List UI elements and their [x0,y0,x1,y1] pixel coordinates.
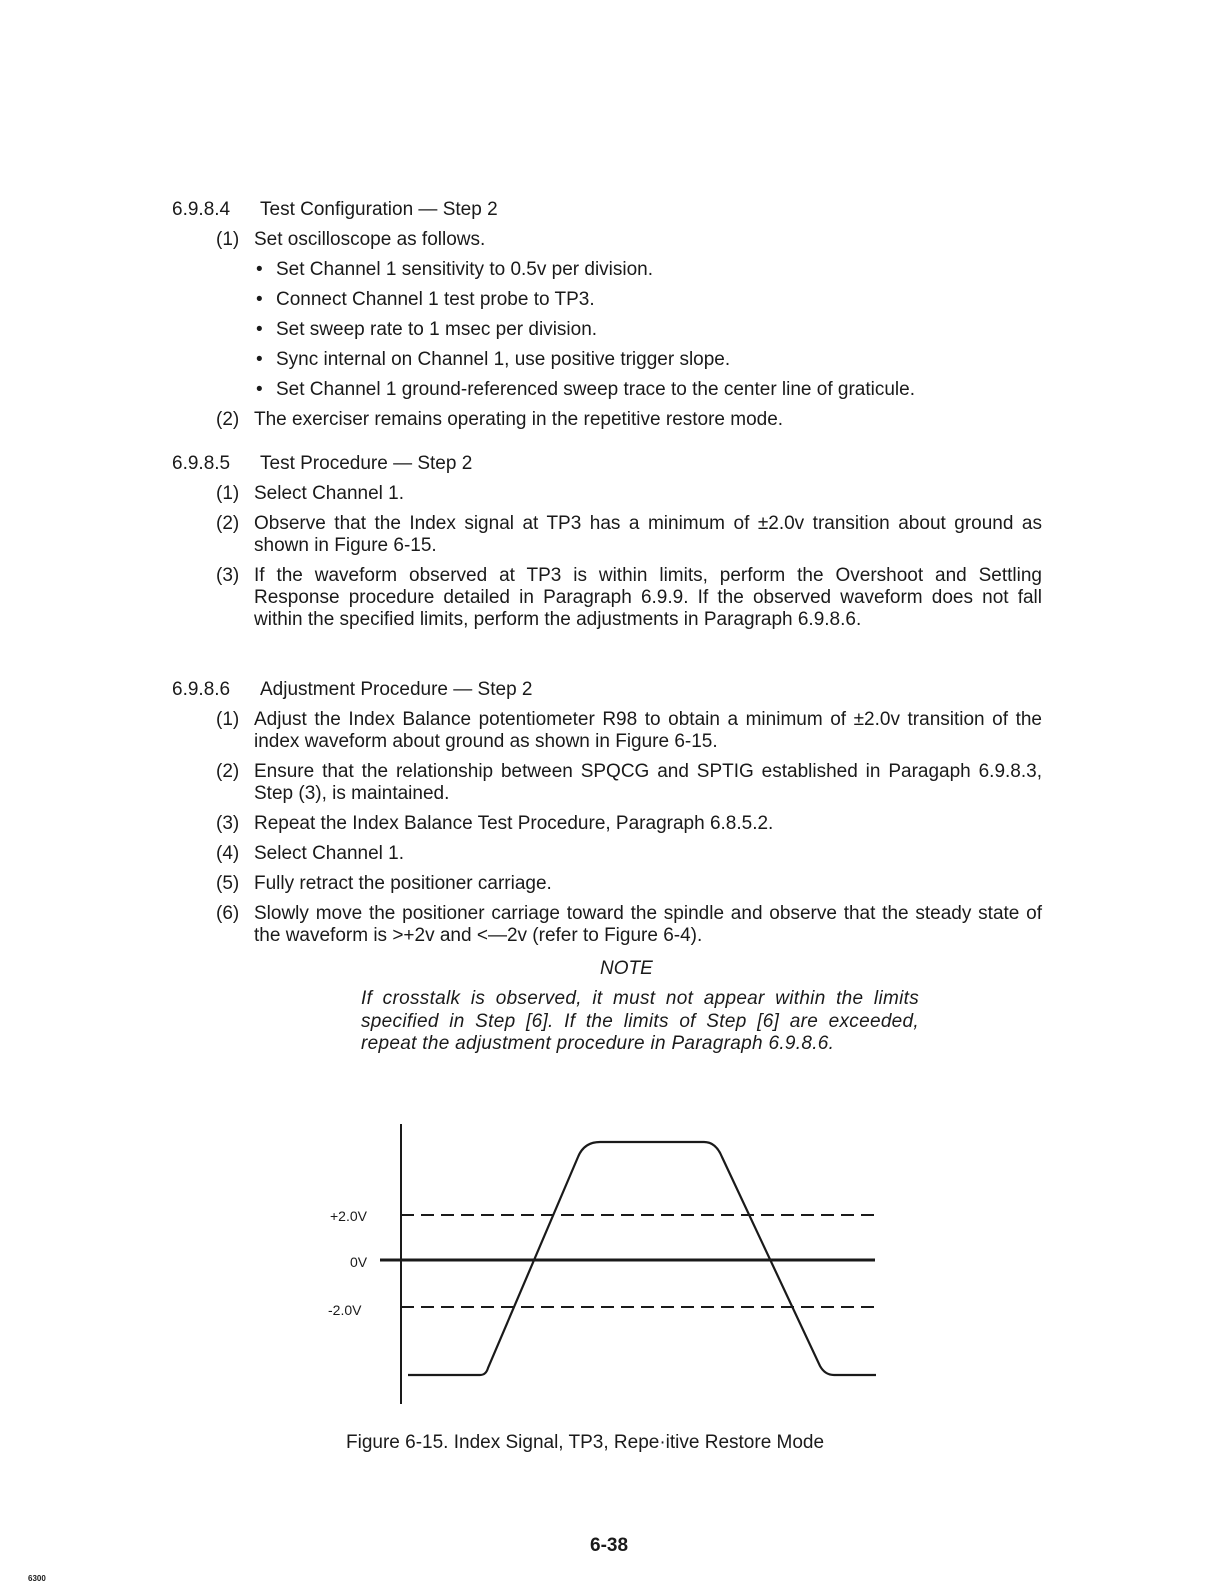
item-text: Set oscilloscope as follows. [254,229,486,250]
list-item [172,813,1042,835]
section-title: Test Configuration — Step 2 [260,199,498,220]
item-number: (3) [216,813,240,834]
bullet-icon: • [256,289,263,310]
bullet-text: Connect Channel 1 test probe to TP3. [276,289,595,310]
bullet-text: Set Channel 1 sensitivity to 0.5v per division. [276,259,654,280]
section-number: 6.9.8.5 [172,453,231,474]
item-number: (4) [216,843,240,864]
list-item [172,513,1042,557]
section-title: Test Procedure — Step 2 [260,453,473,474]
waveform-diagram [320,1120,890,1410]
item-text: Observe that the Index signal at TP3 has a minimum of ±2.0v transition about ground as shown in Figure 6-15. [254,513,1042,556]
section-title: Adjustment Procedure — Step 2 [260,679,533,700]
item-text: Select Channel 1. [254,483,404,504]
item-number: (1) [216,483,240,504]
bullet-icon: • [256,349,263,370]
item-text: Slowly move the positioner carriage toward the spindle and observe that the steady state of the waveform is >+2v and <—2v (refer to Figure 6-4). [254,903,1042,946]
item-number: (2) [216,761,240,782]
item-number: (6) [216,903,240,924]
item-text: The exerciser remains operating in the repetitive restore mode. [254,409,784,430]
item-number: (1) [216,229,240,250]
label-minus-2v: -2.0V [328,1302,362,1318]
item-text: If the waveform observed at TP3 is within limits, perform the Overshoot and Settling Response procedure detailed in Paragraph 6.9.9. If the observed waveform does not fall within the specified limits, perform the adjustments in Paragraph 6.9.8.6. [254,565,1042,630]
bullet-item [172,289,1042,311]
section-6-9-8-6 [172,679,1042,947]
note-title: NOTE [600,958,653,979]
item-number: (5) [216,873,240,894]
list-item [172,873,1042,895]
list-item [172,903,1042,947]
item-number: (3) [216,565,240,586]
bullet-list [172,259,1042,401]
item-text: Fully retract the positioner carriage. [254,873,552,894]
section-heading [172,679,1042,705]
item-number: (2) [216,513,240,534]
section-6-9-8-4 [172,199,1042,431]
label-0v: 0V [350,1254,368,1270]
list-item [172,709,1042,753]
list-item [172,565,1042,631]
bullet-text: Sync internal on Channel 1, use positive trigger slope. [276,349,731,370]
bullet-text: Set sweep rate to 1 msec per division. [276,319,598,340]
section-heading [172,199,1042,225]
item-text: Select Channel 1. [254,843,404,864]
index-signal-figure [320,1120,890,1410]
bullet-icon: • [256,259,263,280]
bullet-item [172,259,1042,281]
item-number: (2) [216,409,240,430]
section-heading [172,453,1042,479]
bullet-text: Set Channel 1 ground-referenced sweep trace to the center line of graticule. [276,379,915,400]
section-6-9-8-5 [172,453,1042,631]
list-item [172,409,1042,431]
list-item [172,229,1042,251]
document-code: 6300 [28,1574,46,1583]
section-number: 6.9.8.6 [172,679,231,700]
section-number: 6.9.8.4 [172,199,231,220]
note-text: If crosstalk is observed, it must not appear within the limits specified in Step [6]. If the limits of Step [6] are exceeded, repeat the adjustment procedure in Paragraph 6.9.8.6. [361,988,919,1054]
label-plus-2v: +2.0V [330,1208,367,1224]
bullet-item [172,349,1042,371]
bullet-icon: • [256,319,263,340]
list-item [172,483,1042,505]
list-item [172,843,1042,865]
item-text: Adjust the Index Balance potentiometer R98 to obtain a minimum of ±2.0v transition of the index waveform about ground as shown in Figure 6-15. [254,709,1042,752]
item-text: Ensure that the relationship between SPQCG and SPTIG established in Paragaph 6.9.8.3, Step (3), is maintained. [254,761,1042,804]
bullet-item [172,319,1042,341]
item-number: (1) [216,709,240,730]
item-text: Repeat the Index Balance Test Procedure, Paragraph 6.8.5.2. [254,813,774,834]
figure-caption: Figure 6-15. Index Signal, TP3, Repe·itive Restore Mode [346,1432,825,1453]
bullet-item [172,379,1042,401]
list-item [172,761,1042,805]
page-number: 6-38 [590,1535,629,1556]
bullet-icon: • [256,379,263,400]
